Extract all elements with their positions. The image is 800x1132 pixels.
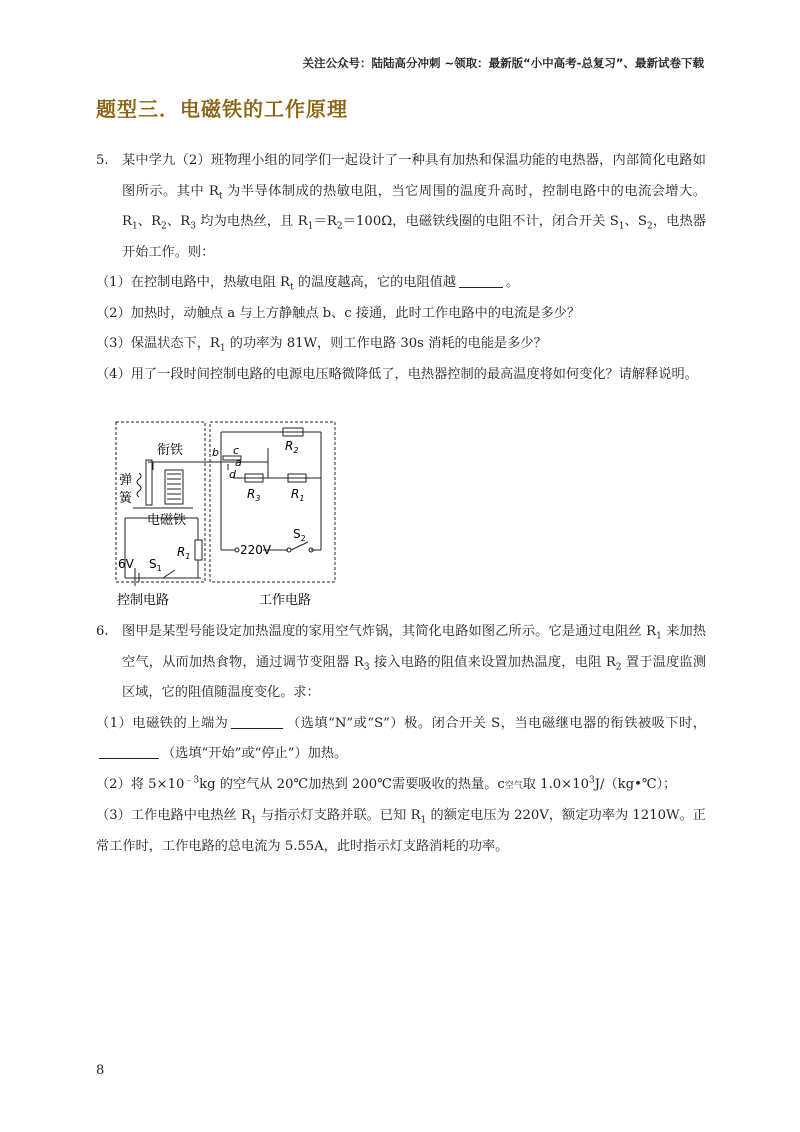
sub-question-4: （4）用了一段时间控制电路的电源电压略微降低了，电热器控制的最高温度将如何变化？请解释说明。 (96, 366, 698, 382)
sub-question-2: （2）加热时，动触点 a 与上方静触点 b、c 接通，此时工作电路中的电流是多少？ (96, 305, 581, 321)
label-electromagnet: 电磁铁 (147, 513, 187, 528)
question-stem: 图甲是某型号能设定加热温度的家用空气炸锅，其简化电路如图乙所示。它是通过电阻丝 $R_1$ 来加热空气，从而加热食物，通过调节变阻器 $R_3$ 接入电路的阻值来设置加热温度，电阻 $R_2$ 置于温度监测区域，它的阻值随温度变化。求： (122, 624, 707, 700)
label-spring-1: 弹 (119, 473, 133, 488)
question-5 (96, 146, 706, 390)
answer-blank (99, 746, 159, 759)
sub-question-3: （3）工作电路中电热丝 $R_1$ 与指示灯支路并联。已知 $R_1$ 的额定电压为 220V，额定功率为 1210W。正常工作时，工作电路的总电流为 5.55A，此时指示灯支路消耗的功率。 (96, 808, 706, 854)
label-220v: 220V (240, 543, 272, 557)
label-spring-2: 簧 (119, 491, 133, 506)
label-d: d (229, 468, 236, 481)
sub-question-1: （1）在控制电路中，热敏电阻 $R_t$ 的温度越高，它的电阻值越 。 (96, 275, 520, 293)
sub-question-2: （2）将 $5\times 10^{﹣3}kg$ 的空气从 20℃加热到 200℃需要吸收的热量。c空气取 $1.0\times 10^3J/(kg•℃)$； (96, 775, 677, 792)
label-s2: $S_2$ (293, 527, 306, 543)
label-armature: 衔铁 (157, 443, 184, 458)
label-b: b (212, 446, 219, 459)
label-s1: $S_1$ (149, 557, 162, 573)
sub-question-3: （3）保温状态下，$R_1$ 的功率为 81W，则工作电路 30s 消耗的电能是多少？ (96, 336, 547, 354)
question-6 (96, 617, 706, 862)
header-note: 关注公众号：陆陆高分冲刺 ~领取：最新版“小中高考-总复习”、最新试卷下载 (302, 56, 704, 70)
answer-blank (459, 275, 503, 288)
label-r2: $R_2$ (285, 439, 299, 455)
circuit-figure (113, 418, 343, 613)
circuit-diagram (113, 418, 343, 613)
question-number: 6. (96, 624, 109, 639)
question-number: 5. (96, 153, 109, 168)
answer-blank (231, 716, 283, 729)
label-r1-work: $R_1$ (291, 487, 305, 503)
caption-work-circuit: 工作电路 (259, 593, 312, 608)
label-r1-control: $R_1$ (177, 545, 191, 561)
page-number: 8 (96, 1063, 105, 1078)
section-title: 题型三．电磁铁的工作原理 (96, 97, 348, 121)
sub-question-1: （1）电磁铁的上端为 （选填“N”或“S”）极。闭合开关 S，当电磁继电器的衔铁被吸下时，（选填“开始”或“停止”）加热。 (96, 715, 707, 761)
label-6v: 6V (118, 557, 134, 571)
question-stem: 某中学九（2）班物理小组的同学们一起设计了一种具有加热和保温功能的电热器，内部简化电路如图所示。其中 $R_t$ 为半导体制成的热敏电阻，当它周围的温度升高时，控制电路中的电流会增大。$R_1$、$R_2$、$R_3$ 均为电热丝，且 $R_1=R_2=100\Omega$，电磁铁线圈的电阻不计，闭合开关 $S_1$、$S_2$，电热器开始工作。则： (122, 153, 706, 260)
label-r3: $R_3$ (247, 487, 261, 503)
label-a: a (235, 456, 242, 469)
label-c: c (233, 444, 240, 457)
caption-control-circuit: 控制电路 (117, 593, 170, 608)
